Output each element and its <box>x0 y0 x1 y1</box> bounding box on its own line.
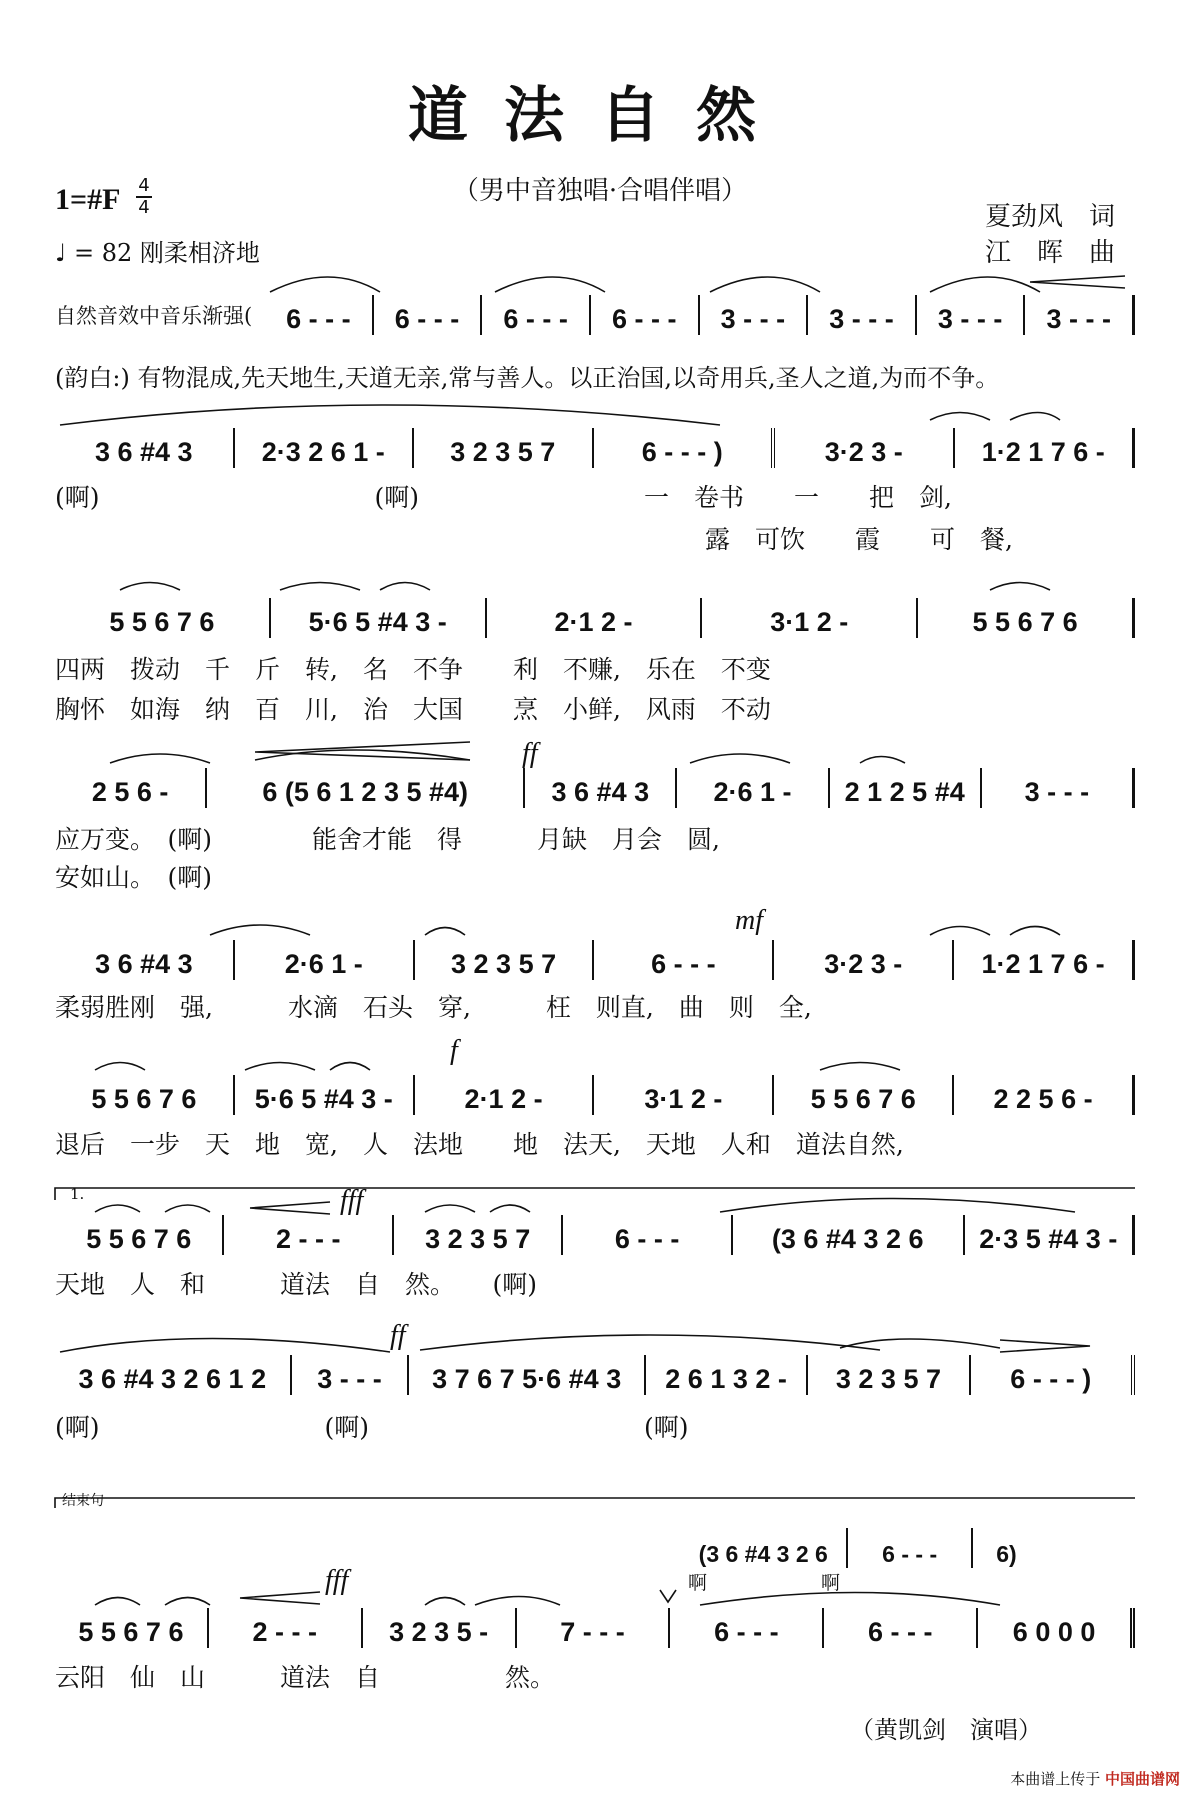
volta-label: 1. <box>70 1185 85 1203</box>
measure: 3 6 #4 3 2 6 1 2 <box>55 1355 292 1395</box>
measure: 6 0 0 0 <box>978 1608 1135 1648</box>
dynamic-ff: ff <box>390 1320 406 1351</box>
measure: 5·6 5 #4 3 - <box>235 1075 415 1115</box>
slur <box>60 1339 390 1353</box>
footer-site: 中国曲谱网 <box>1104 1770 1180 1788</box>
measure: 2·1 2 - <box>415 1075 595 1115</box>
slur <box>425 1598 465 1606</box>
slur <box>495 277 605 292</box>
measure: 5 5 6 7 6 <box>55 1608 209 1648</box>
measure: 3·1 2 - <box>594 1075 774 1115</box>
ending-label: 结束句 <box>62 1493 104 1509</box>
slur <box>420 1335 880 1350</box>
measure: 3 - - - <box>1025 295 1135 335</box>
lyric-line: 胸怀 如海 纳 百 川, 治 大国 烹 小鲜, 风雨 不动 <box>55 695 771 724</box>
measure: 5 5 6 7 6 <box>55 1215 224 1255</box>
measure: 6 - - - <box>670 1608 824 1648</box>
measure: 6 - - - ) <box>594 428 776 468</box>
measure: 2·6 1 - <box>677 768 829 808</box>
measure: 3 - - - <box>292 1355 410 1395</box>
slur <box>930 927 990 936</box>
measure: 6) <box>996 1541 1017 1567</box>
slur <box>425 1205 475 1212</box>
lyric-line: 云阳 仙 山 道法 自 然。 <box>55 1663 556 1692</box>
measure: 6 - - - <box>848 1528 972 1568</box>
lyricist-credit: 夏劲风 词 <box>985 202 1116 232</box>
slur <box>700 1593 1000 1606</box>
measure: 2 6 1 3 2 - <box>646 1355 808 1395</box>
lyric-line: (啊) (啊) 一 卷书 一 把 剑, <box>55 483 952 512</box>
lyric-line: 应万变。 (啊) 能舍才能 得 月缺 月会 圆, <box>55 825 720 854</box>
measure: 2 2 5 6 - <box>954 1075 1135 1115</box>
measure: 5·6 5 #4 3 - <box>271 598 487 638</box>
slur <box>210 925 310 935</box>
diminuendo-hairpin <box>1000 1340 1090 1352</box>
slur <box>475 1597 560 1606</box>
slur <box>380 583 430 591</box>
measure: 3·2 3 - <box>775 428 955 468</box>
measure: 6 - - - <box>594 940 774 980</box>
measure: 6 - - - <box>591 295 700 335</box>
measure: 3 7 6 7 5·6 #4 3 <box>409 1355 646 1395</box>
slur <box>95 1598 140 1606</box>
measure: 3·1 2 - <box>702 598 918 638</box>
slur <box>690 754 790 763</box>
lyric-line: 四两 拨动 千 斤 转, 名 不争 利 不赚, 乐在 不变 <box>55 655 771 684</box>
measure: 3 2 3 5 7 <box>414 428 594 468</box>
slur <box>330 1063 370 1071</box>
slur <box>245 1063 315 1071</box>
crescendo-hairpin <box>240 1592 320 1604</box>
lyric-line: 柔弱胜刚 强, 水滴 石头 穿, 枉 则直, 曲 则 全, <box>55 993 812 1022</box>
ending-upper-lyric: 啊 啊 <box>688 1572 841 1594</box>
measure: 3 - - - <box>917 295 1026 335</box>
measure: 5 5 6 7 6 <box>918 598 1135 638</box>
measure: 3 6 #4 3 <box>55 428 235 468</box>
measure: 6 - - - ) <box>971 1355 1135 1395</box>
measure: (3 6 #4 3 2 6 <box>733 1215 965 1255</box>
measure: 2 - - - <box>209 1608 363 1648</box>
measure: 6 - - - <box>265 295 374 335</box>
crescendo-hairpin <box>1030 276 1125 288</box>
lyric-line: (啊) (啊) (啊) <box>55 1413 689 1442</box>
performer-credit: （黄凯剑 演唱） <box>850 1716 1042 1744</box>
volta-bracket <box>55 1188 1135 1200</box>
composer-credit: 江 晖 曲 <box>985 238 1116 268</box>
lyric-line: 露 可饮 霞 可 餐, <box>55 525 1013 554</box>
dynamic-f: f <box>450 1035 458 1066</box>
narration-text: (韵白:) 有物混成,先天地生,天道无亲,常与善人。以正治国,以奇用兵,圣人之道,为而不争。 <box>55 364 1000 392</box>
quarter-note-icon: ♩ <box>55 239 67 267</box>
slur <box>95 1063 145 1071</box>
lyric-line: 天地 人 和 道法 自 然。 (啊) <box>55 1270 538 1299</box>
slur <box>930 277 1040 292</box>
slur <box>60 405 720 425</box>
slur <box>270 277 380 292</box>
slur <box>820 1063 900 1071</box>
slur <box>165 1598 210 1606</box>
intro-label: 自然音效中音乐渐强( <box>55 304 253 328</box>
measure: 6 - - - <box>482 295 591 335</box>
measure: 2 - - - <box>224 1215 393 1255</box>
slur <box>490 1205 530 1212</box>
slur <box>120 583 180 591</box>
slur <box>710 277 820 292</box>
measure: 1·2 1 7 6 - <box>954 940 1135 980</box>
measure: 3 2 3 5 7 <box>808 1355 970 1395</box>
crescendo-hairpin <box>250 1202 330 1214</box>
measure: 3 2 3 5 - <box>363 1608 517 1648</box>
tempo-text: = 82 刚柔相济地 <box>73 239 260 267</box>
slur <box>280 583 360 591</box>
measure: 6 - - - <box>563 1215 732 1255</box>
measure: 2·6 1 - <box>235 940 415 980</box>
footer-prefix: 本曲谱上传于 <box>1010 1770 1101 1788</box>
dynamic-fff: fff <box>340 1185 364 1216</box>
dynamic-ff: ff <box>522 738 538 769</box>
measure: 3 - - - <box>982 768 1135 808</box>
dynamic-mf: mf <box>735 905 763 936</box>
measure: (3 6 #4 3 2 6 <box>680 1528 848 1568</box>
lyric-line: 安如山。 (啊) <box>55 863 213 892</box>
subtitle: （男中音独唱·合唱伴唱） <box>452 176 748 206</box>
slur <box>860 757 905 764</box>
time-signature-top: 4 <box>138 175 150 196</box>
measure: 3 - - - <box>700 295 809 335</box>
measure: 3·2 3 - <box>774 940 954 980</box>
measure: 2 5 6 - <box>55 768 207 808</box>
crescendo-hairpin <box>255 742 470 760</box>
measure: 2 1 2 5 #4 <box>830 768 982 808</box>
measure: 5 5 6 7 6 <box>774 1075 954 1115</box>
ending-bracket <box>55 1498 1135 1508</box>
slur <box>425 928 465 936</box>
breath-mark <box>660 1590 676 1602</box>
measure: 6 - - - <box>374 295 483 335</box>
measure: 3 - - - <box>808 295 917 335</box>
measure: 7 - - - <box>517 1608 671 1648</box>
measure: 1·2 1 7 6 - <box>955 428 1136 468</box>
key-signature: 1=#F <box>55 183 121 216</box>
measure: 3 6 #4 3 <box>525 768 677 808</box>
time-signature-bottom: 4 <box>138 197 150 218</box>
dynamic-fff: fff <box>325 1565 349 1596</box>
measure: 2·3 2 6 1 - <box>235 428 415 468</box>
measure: 2·1 2 - <box>487 598 703 638</box>
measure: 5 5 6 7 6 <box>55 1075 235 1115</box>
slur <box>840 1339 1000 1348</box>
measure: 6 - - - <box>824 1608 978 1648</box>
slur <box>1010 927 1060 936</box>
slur <box>110 754 210 763</box>
slur <box>990 583 1050 591</box>
measure: 6 (5 6 1 2 3 5 #4) <box>207 768 525 808</box>
slur <box>930 413 990 421</box>
measure: 2·3 5 #4 3 - <box>965 1215 1135 1255</box>
measure: 3 2 3 5 7 <box>415 940 595 980</box>
lyric-line: 退后 一步 天 地 宽, 人 法地 地 法天, 天地 人和 道法自然, <box>55 1130 904 1159</box>
measure: 3 2 3 5 7 <box>394 1215 563 1255</box>
measure: 3 6 #4 3 <box>55 940 235 980</box>
slur <box>165 1205 210 1212</box>
measure: 5 5 6 7 6 <box>55 598 271 638</box>
slur <box>720 1199 1075 1213</box>
slur <box>1010 413 1060 421</box>
slur <box>95 1205 140 1212</box>
page-title: 道法自然 <box>408 81 792 151</box>
